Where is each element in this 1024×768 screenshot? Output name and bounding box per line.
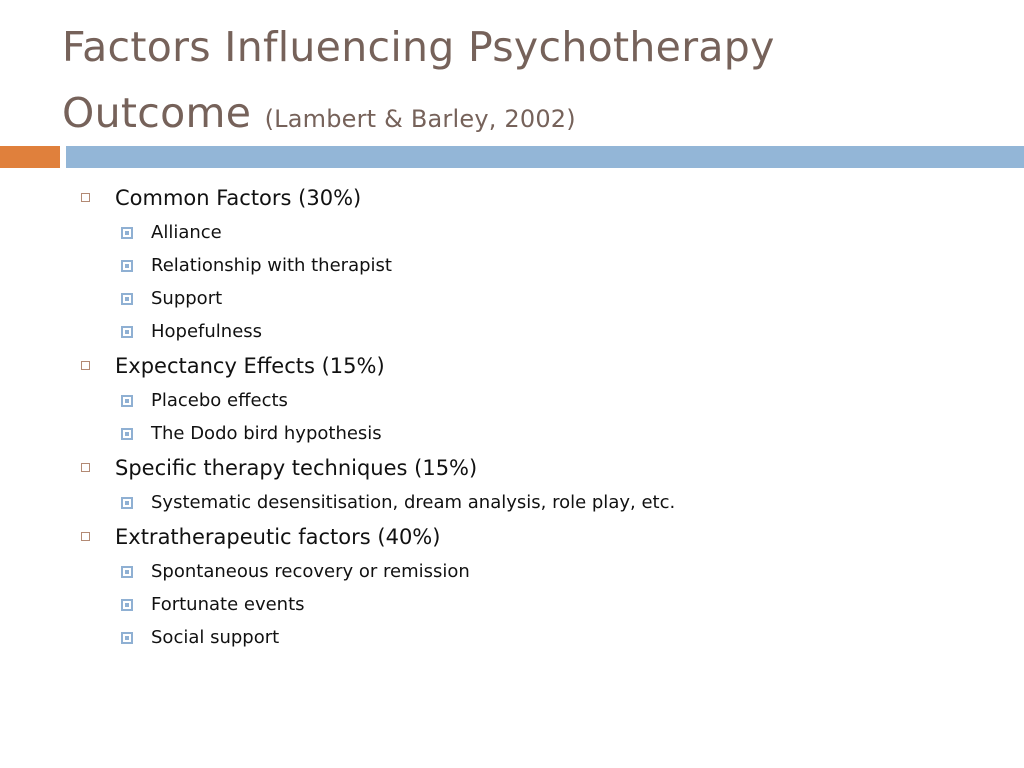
sub-item [0, 486, 1024, 519]
sub-item-label: Relationship with therapist [151, 255, 392, 276]
title-line-1: Factors Influencing Psychotherapy [62, 23, 775, 71]
title-line-2 [62, 80, 1002, 152]
bullet-list [0, 180, 1024, 654]
square-bullet-icon [81, 463, 90, 472]
square-bullet-icon [121, 395, 133, 407]
square-bullet-icon [121, 293, 133, 305]
sub-item-label: The Dodo bird hypothesis [151, 423, 382, 444]
sub-item [0, 315, 1024, 348]
square-bullet-icon [81, 532, 90, 541]
sub-item-label: Hopefulness [151, 321, 263, 342]
title-citation: (Lambert & Barley, 2002) [264, 105, 576, 133]
square-bullet-icon [121, 632, 133, 644]
sub-item [0, 417, 1024, 450]
blue-header-bar [66, 146, 1024, 168]
sub-item-label: Alliance [151, 222, 222, 243]
square-bullet-icon [81, 193, 90, 202]
list-item-specific-techniques [0, 450, 1024, 486]
sub-item [0, 621, 1024, 654]
square-bullet-icon [121, 227, 133, 239]
square-bullet-icon [121, 326, 133, 338]
list-item-common-factors [0, 180, 1024, 216]
sub-item [0, 555, 1024, 588]
square-bullet-icon [121, 497, 133, 509]
sub-item-label: Placebo effects [151, 390, 288, 411]
list-item-label: Extratherapeutic factors (40%) [115, 525, 441, 549]
sub-item [0, 216, 1024, 249]
sub-item-label: Support [151, 288, 223, 309]
list-item-label: Common Factors (30%) [115, 186, 362, 210]
sub-item [0, 588, 1024, 621]
sub-item [0, 249, 1024, 282]
sub-item-label: Social support [151, 627, 280, 648]
square-bullet-icon [81, 361, 90, 370]
sub-item [0, 384, 1024, 417]
list-item-expectancy-effects [0, 348, 1024, 384]
square-bullet-icon [121, 428, 133, 440]
orange-accent-bar [0, 146, 60, 168]
sub-item-label: Spontaneous recovery or remission [151, 561, 470, 582]
square-bullet-icon [121, 599, 133, 611]
list-item-extratherapeutic-factors [0, 519, 1024, 555]
slide-title [62, 14, 1002, 152]
list-item-label: Expectancy Effects (15%) [115, 354, 385, 378]
square-bullet-icon [121, 566, 133, 578]
title-outcome: Outcome [62, 89, 252, 137]
list-item-label: Specific therapy techniques (15%) [115, 456, 478, 480]
square-bullet-icon [121, 260, 133, 272]
sub-item [0, 282, 1024, 315]
sub-item-label: Fortunate events [151, 594, 305, 615]
sub-item-label: Systematic desensitisation, dream analysis, role play, etc. [151, 492, 676, 513]
